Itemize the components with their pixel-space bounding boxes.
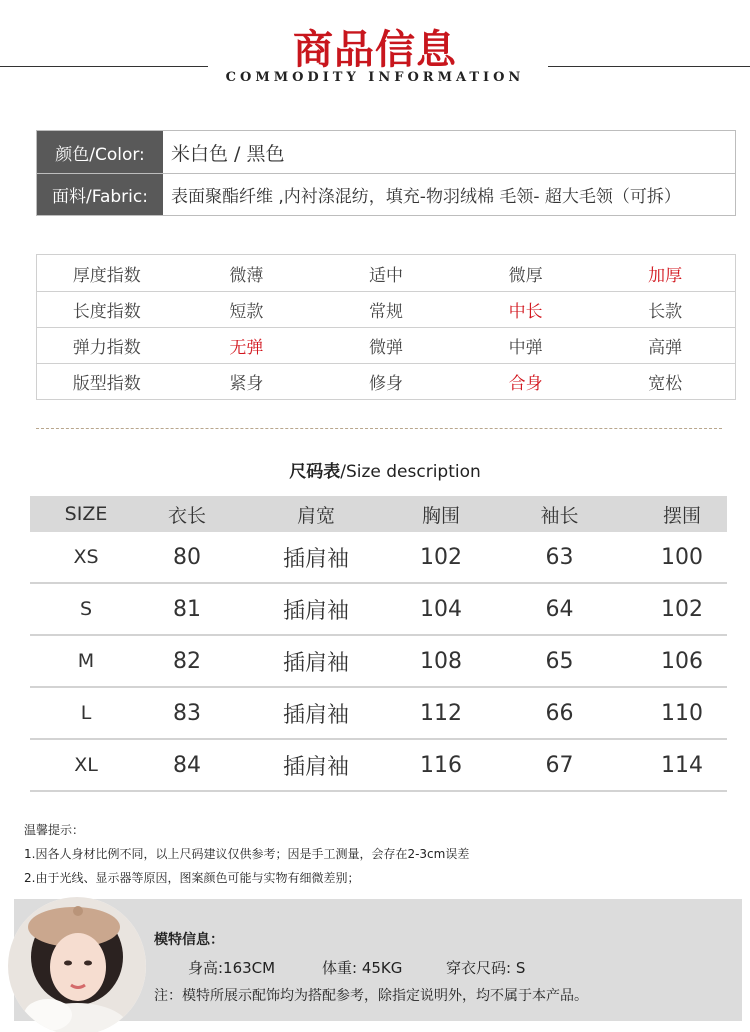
table-cell: M [77, 650, 95, 672]
table-cell: 81 [173, 596, 201, 622]
model-weight: 体重: 45KG [322, 959, 403, 977]
table-cell: S [79, 598, 93, 620]
table-cell: 插肩袖 [282, 546, 349, 572]
column-header: 胸围 [421, 504, 460, 527]
table-cell: 106 [661, 648, 703, 674]
index-option: 无弹 [229, 338, 264, 358]
section-header [0, 0, 750, 100]
index-label: 弹力指数 [72, 338, 141, 358]
table-cell: 插肩袖 [282, 650, 349, 676]
table-cell: 64 [545, 596, 574, 622]
index-option: 修身 [368, 374, 403, 394]
table-cell: 插肩袖 [282, 754, 349, 780]
index-option: 加厚 [648, 265, 683, 286]
table-cell: 80 [173, 544, 201, 570]
table-cell: 110 [661, 700, 703, 726]
model-portrait-icon [8, 897, 146, 1032]
table-cell: 63 [545, 544, 574, 570]
table-cell: 84 [173, 752, 201, 778]
model-avatar [8, 897, 146, 1032]
table-row [30, 636, 727, 688]
table-cell: XL [74, 754, 98, 776]
index-option: 微厚 [508, 265, 543, 286]
size-table-header [30, 496, 727, 532]
size-title-rest: /Size description [340, 462, 481, 482]
tips-title: 温馨提示： [24, 823, 85, 837]
index-option: 微薄 [229, 265, 264, 286]
page-subtitle: COMMODITY INFORMATION [225, 70, 525, 85]
info-key: 面料/Fabric: [37, 174, 163, 215]
index-option: 中弹 [508, 338, 543, 358]
tips-line: 2.由于光线、显示器等原因，图案颜色可能与实物有细微差别； [24, 871, 360, 885]
index-option: 宽松 [648, 374, 683, 394]
table-cell: XS [73, 546, 99, 568]
table-row [30, 688, 727, 740]
column-header: 肩宽 [296, 504, 335, 527]
table-cell: 112 [420, 700, 462, 726]
index-label: 长度指数 [72, 302, 141, 322]
table-cell: 82 [173, 648, 201, 674]
table-cell: 116 [420, 752, 462, 778]
index-option: 短款 [229, 302, 264, 322]
table-cell: 104 [420, 596, 462, 622]
table-cell: 插肩袖 [282, 598, 349, 624]
info-value: 表面聚酯纤维 ,内衬涤混纺，填充-物羽绒棉 毛领- 超大毛领（可拆） [171, 187, 681, 207]
table-row [30, 584, 727, 636]
model-size: 穿衣尺码: S [446, 959, 526, 977]
index-option: 中长 [508, 302, 543, 322]
index-option: 常规 [368, 302, 403, 322]
column-header: 袖长 [540, 504, 579, 527]
tips-line: 1.因各人身材比例不同，以上尺码建议仅供参考；因是手工测量，会存在2-3cm误差 [24, 847, 470, 861]
table-cell: 114 [661, 752, 703, 778]
model-note: 注：模特所展示配饰均为搭配参考，除指定说明外，均不属于本产品。 [154, 988, 588, 1004]
index-option: 紧身 [229, 374, 264, 394]
table-cell: 65 [545, 648, 574, 674]
product-info-table [36, 130, 736, 216]
index-table [36, 254, 736, 400]
index-row-fit [37, 363, 735, 399]
info-value: 米白色 / 黑色 [171, 142, 285, 165]
table-row [30, 740, 727, 792]
column-header: 衣长 [167, 504, 206, 527]
size-title-bold: 尺码表 [289, 462, 341, 482]
model-info-panel [14, 899, 742, 1021]
table-row [30, 532, 727, 584]
index-option: 适中 [368, 265, 403, 286]
column-header: 摆围 [662, 504, 701, 527]
table-cell: 108 [420, 648, 462, 674]
page-title: 商品信息 [293, 27, 457, 73]
table-cell: 插肩袖 [282, 702, 349, 728]
table-cell: 100 [661, 544, 703, 570]
table-cell: L [80, 702, 92, 724]
index-label: 版型指数 [72, 374, 141, 394]
index-option: 长款 [648, 302, 683, 322]
column-header: SIZE [64, 503, 108, 525]
index-row-length [37, 291, 735, 327]
size-table [30, 496, 727, 792]
table-cell: 66 [545, 700, 574, 726]
size-table-title [0, 457, 750, 482]
model-height: 身高:163CM [188, 959, 276, 977]
table-cell: 102 [420, 544, 462, 570]
index-row-thickness [37, 255, 735, 291]
table-cell: 83 [173, 700, 201, 726]
index-option: 高弹 [648, 338, 683, 358]
index-option: 微弹 [368, 338, 403, 358]
model-info-title: 模特信息： [154, 932, 224, 948]
table-cell: 102 [661, 596, 703, 622]
index-label: 厚度指数 [72, 265, 141, 286]
index-option: 合身 [508, 374, 543, 394]
index-row-elasticity [37, 327, 735, 363]
info-key: 颜色/Color: [37, 131, 163, 173]
tips-section [24, 818, 724, 890]
dashed-divider [36, 428, 722, 429]
info-row-fabric [37, 173, 735, 215]
info-row-color [37, 131, 735, 173]
table-cell: 67 [545, 752, 574, 778]
model-stats [188, 957, 525, 978]
